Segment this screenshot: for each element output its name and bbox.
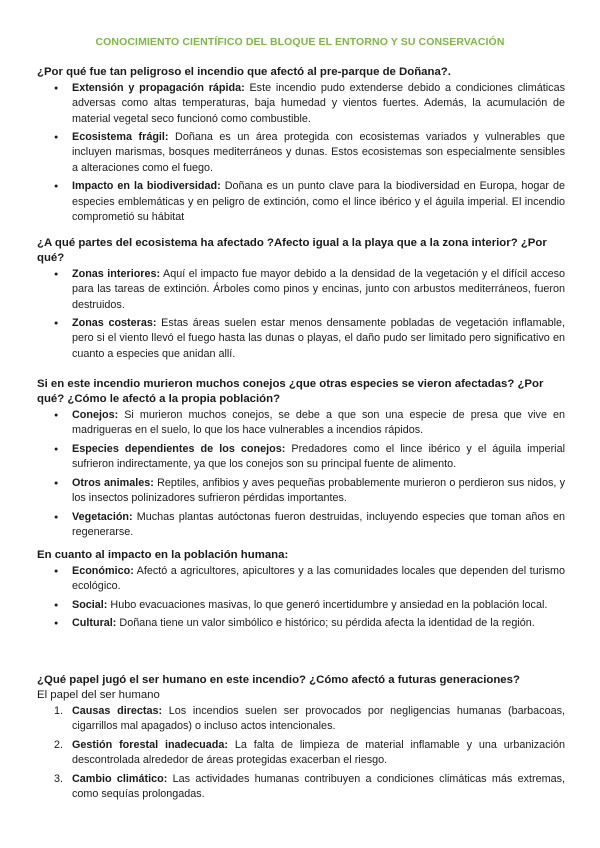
item-number: 2. [54,738,64,751]
list-item [54,408,565,439]
item-term: Cultural: [72,617,117,630]
item-term: Social: [72,598,108,611]
item-term: Otros animales: [72,476,154,489]
item-text: Reptiles, anfibios y aves pequeñas probablemente murieron o perdieron sus nidos, y los insectos polinizadores sufrieron pérdidas importantes. [72,476,565,505]
item-term: Económico: [72,565,134,577]
item-text: Muchas plantas autóctonas fueron destruidas, incluyendo especies que toman años en regenerarse. [72,510,565,538]
list-item [54,564,565,595]
item-term: Gestión forestal inadecuada: [72,738,228,751]
item-term: Vegetación: [72,510,133,523]
list-item [54,704,565,735]
list-item [54,442,565,473]
list-item [54,130,565,176]
list-item [54,738,565,769]
item-text: Doñana es un punto clave para la biodiversidad en Europa, hogar de especies emblemáticas y en peligro de extinción, como el lince ibérico y el águila imperial. El incendio comprometió su hábitat [72,180,565,223]
item-text: Este incendio pudo extenderse debido a condiciones climáticas adversas como altas temperaturas, baja humedad y vientos fuertes. Además, la acumulación de material vegetal seco funcionó como combustible. [72,82,565,125]
list-item [54,598,565,613]
item-text: Doñana es un área protegida con ecosistemas variados y vulnerables que incluyen marismas, bosques mediterráneos y dunas. Estos ecosistemas son especialmente sensibles a alteraciones como el fuego. [72,131,565,174]
item-term: Zonas interiores: [72,268,161,280]
section-1-list [54,81,565,229]
item-text: Los incendios suelen ser provocados por negligencias humanas (barbacoas, cigarrillos mal apagados) o incluso actos intencionales. [72,705,565,733]
item-text: Las actividades humanas contribuyen a condiciones climáticas más extremas, como sequías prolongadas. [72,772,565,801]
document-title: CONOCIMIENTO CIENTÍFICO DEL BLOQUE EL ENTORNO Y SU CONSERVACIÓN [95,36,505,48]
item-text: Estas áreas suelen estar menos densamente pobladas de vegetación inflamable, pero si el viento llevó el fuego hasta las dunas o playas, el daño pudo ser limitado pero significativo en cuanto a especies que anidan allí. [72,317,565,360]
item-text: Si murieron muchos conejos, se debe a que son una especie de presa que vive en madrigueras en el suelo, lo que los hace vulnerables a incendios rápidos. [72,409,565,437]
human-impact-heading: En cuanto al impacto en la población humana: [37,549,289,561]
list-item [54,772,565,803]
item-term: Causas directas: [72,705,163,717]
section-3-list [54,408,565,544]
item-text: La falta de limpieza de material inflamable y una urbanización descontrolada alrededor de áreas protegidas exacerban el riesgo. [72,738,565,767]
list-item [54,81,565,127]
list-item [54,510,565,541]
item-text: Afectó a agricultores, apicultores y a las comunidades locales que dependen del turismo ecológico. [72,565,565,593]
section-4-intro: El papel del ser humano [37,689,160,701]
item-text: Doñana tiene un valor simbólico e histórico; su pérdida afecta la identidad de la región. [116,617,535,630]
item-term: Conejos: [72,409,119,421]
item-term: Zonas costeras: [72,317,157,330]
list-item [54,316,565,362]
question-3: Si en este incendio murieron muchos conejos ¿que otras especies se vieron afectadas? ¿Por qué? ¿Cómo le afectó a la propia población? [37,378,544,406]
item-text: Predadores como el lince ibérico y el águila imperial sufrieron indirectamente, ya que los conejos son su principal fuente de alimento. [72,442,565,471]
item-term: Especies dependientes de los conejos: [72,442,286,455]
item-text: Aquí el impacto fue mayor debido a la densidad de la vegetación y el difícil acceso para las tareas de extinción. Árboles como pinos y encinas, junto con arbustos mediterráneos, fueron destruidos. [72,268,565,311]
section-2-list [54,267,565,365]
item-term: Extensión y propagación rápida: [72,82,245,94]
section-4-list [54,704,565,806]
list-item [54,179,565,225]
item-number: 3. [54,772,64,785]
list-item [54,267,565,313]
question-2: ¿A qué partes del ecosistema ha afectado ?Afecto igual a la playa que a la zona interior? ¿Por qué? [37,237,547,265]
human-impact-list [54,564,565,635]
list-item [54,616,565,631]
question-1: ¿Por qué fue tan peligroso el incendio que afectó al pre-parque de Doñana?. [37,66,451,78]
question-4: ¿Qué papel jugó el ser humano en este incendio? ¿Cómo afectó a futuras generaciones? [37,674,520,686]
list-item [54,476,565,507]
item-term: Cambio climático: [72,772,168,785]
item-number: 1. [54,705,64,717]
item-term: Ecosistema frágil: [72,131,169,144]
item-text: Hubo evacuaciones masivas, lo que generó incertidumbre y ansiedad en la población local. [107,598,548,611]
item-term: Impacto en la biodiversidad: [72,180,221,193]
